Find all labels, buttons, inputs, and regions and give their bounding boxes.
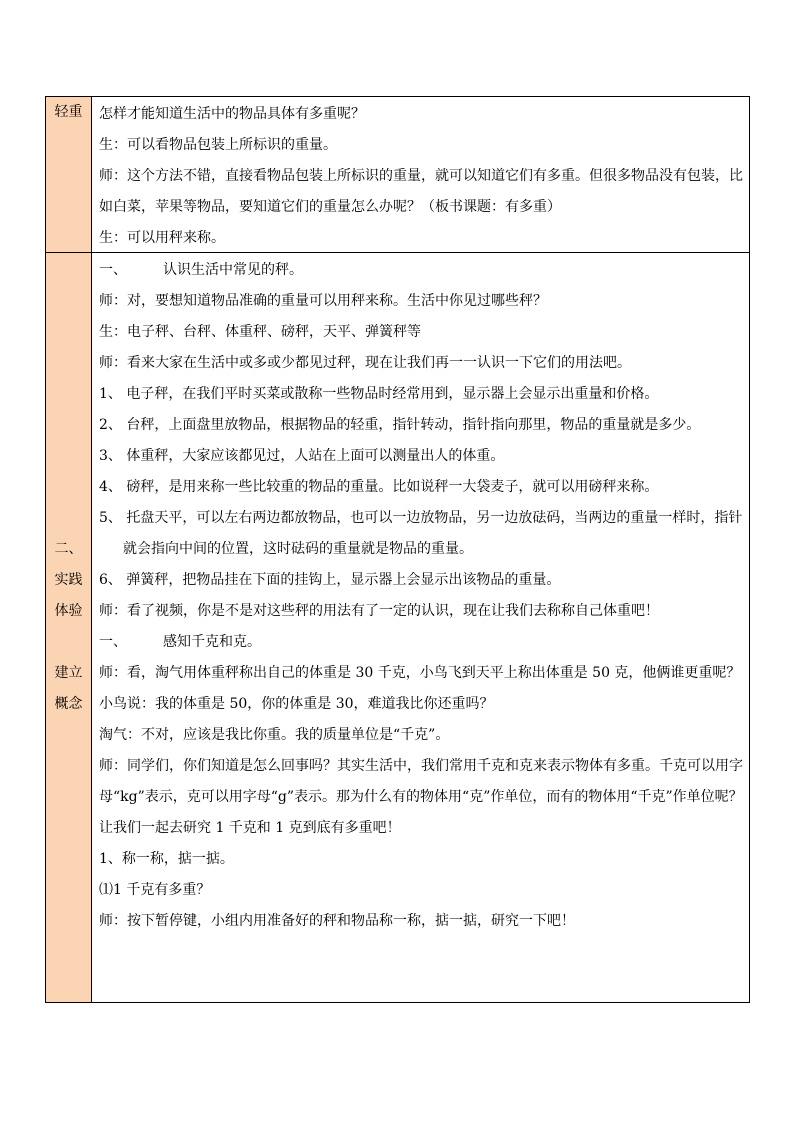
table-row <box>46 97 749 253</box>
list-item: 4、 磅秤，是用来称一些比较重的物品的重量。比如说秤一大袋麦子，就可以用磅秤来称。 <box>99 479 659 495</box>
paragraph: 小鸟说：我的体重是 50，你的体重是 30，难道我比你还重吗？ <box>99 696 494 712</box>
list-item: 3、 体重秤，大家应该都见过，人站在上面可以测量出人的体重。 <box>99 448 505 464</box>
paragraph: ⑴1 千克有多重？ <box>99 882 211 898</box>
paragraph: 生：电子秤、台秤、体重秤、磅秤，天平、弹簧秤等 <box>99 324 421 340</box>
section-heading: 一、 感知千克和克。 <box>99 634 261 650</box>
list-item: 5、 托盘天平，可以左右两边都放物品，也可以一边放物品，另一边放砝码，当两边的重量一样时，指针就会指向中间的位置，这时砝码的重量就是物品的重量。 <box>99 510 743 557</box>
list-item: 6、 弹簧秤，把物品挂在下面的挂钩上，显示器上会显示出该物品的重量。 <box>99 572 561 588</box>
paragraph: 生：可以用秤来称。 <box>99 230 225 246</box>
row-content <box>92 253 749 1002</box>
lesson-table <box>45 96 750 1003</box>
paragraph: 师：同学们，你们知道是怎么回事吗？其实生活中，我们常用千克和克来表示物体有多重。千克可以用字母“kg”表示，克可以用字母“g”表示。那为什么有的物体用“克”作单位，而有的物体用“千克”作单位呢？让我们一起去研究 1 千克和 1 克到底有多重吧！ <box>99 758 743 836</box>
row-label: 轻重 <box>46 97 92 252</box>
paragraph: 1、称一称，掂一掂。 <box>99 851 234 867</box>
label-line: 建立 <box>54 665 83 681</box>
paragraph: 师：这个方法不错，直接看物品包装上所标识的重量，就可以知道它们有多重。但很多物品没有包装，比如白菜，苹果等物品，要知道它们的重量怎么办呢？（板书课题：有多重） <box>99 168 743 215</box>
label-line: 概念 <box>54 696 83 712</box>
label-line: 实践 <box>54 572 83 588</box>
label-line: 二、 <box>54 541 83 557</box>
paragraph: 生：可以看物品包装上所标识的重量。 <box>99 137 337 153</box>
row-content <box>92 97 749 252</box>
label-line <box>46 627 91 658</box>
section-heading: 一、 认识生活中常见的秤。 <box>99 262 303 278</box>
table-row <box>46 253 749 1002</box>
list-item: 1、 电子秤，在我们平时买菜或散称一些物品时经常用到，显示器上会显示出重量和价格。 <box>99 386 659 402</box>
paragraph: 师：看来大家在生活中或多或少都见过秤，现在让我们再一一认识一下它们的用法吧。 <box>99 355 631 371</box>
paragraph: 怎样才能知道生活中的物品具体有多重呢？ <box>99 106 365 122</box>
paragraph: 师：看，淘气用体重秤称出自己的体重是 30 千克，小鸟飞到天平上称出体重是 50 克，他俩谁更重呢？ <box>99 665 741 681</box>
list-item: 2、 台秤，上面盘里放物品，根据物品的轻重，指针转动，指针指向那里，物品的重量就是多少。 <box>99 417 701 433</box>
paragraph: 师：按下暂停键，小组内用准备好的秤和物品称一称，掂一掂，研究一下吧！ <box>99 913 575 929</box>
paragraph: 师：对，要想知道物品准确的重量可以用秤来称。生活中你见过哪些秤？ <box>99 293 547 309</box>
paragraph: 淘气：不对，应该是我比你重。我的质量单位是“千克”。 <box>99 727 450 743</box>
row-label <box>46 253 92 1002</box>
paragraph: 师：看了视频，你是不是对这些秤的用法有了一定的认识，现在让我们去称称自己体重吧！ <box>99 603 659 619</box>
label-line: 体验 <box>54 603 83 619</box>
